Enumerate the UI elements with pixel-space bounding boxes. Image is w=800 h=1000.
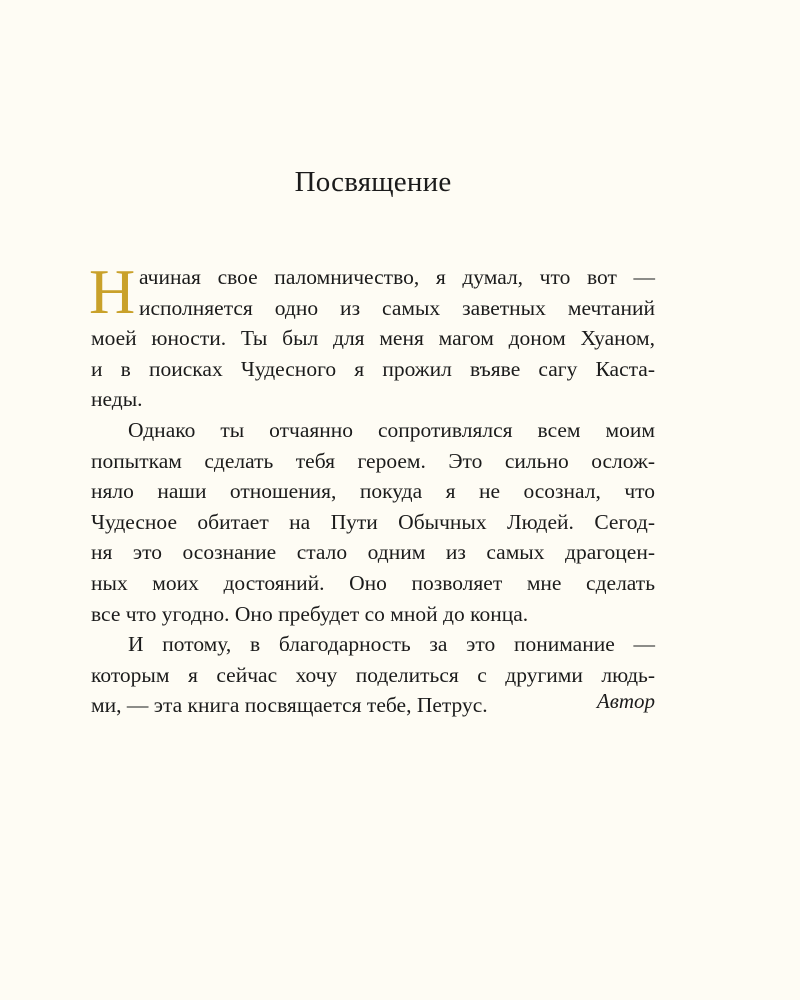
author-signature: Автор xyxy=(596,689,655,713)
drop-cap-letter: Н xyxy=(89,256,136,327)
text-line: ня это осознание стало одним из самых драгоцен- xyxy=(91,540,655,565)
text-line: ных моих достояний. Оно позволяет мне сделать xyxy=(91,570,655,595)
text-line: ми, — эта книга посвящается тебе, Петрус. xyxy=(91,693,488,718)
page-title: Посвящение xyxy=(294,166,452,198)
text-line: которым я сейчас хочу поделиться с другими людь- xyxy=(91,662,655,687)
text-line: Однако ты отчаянно сопротивлялся всем моим xyxy=(128,417,655,442)
text-line: неды. xyxy=(91,387,143,412)
text-line: Чудесное обитает на Пути Обычных Людей. Сегод- xyxy=(91,509,655,534)
text-line: исполняется одно из самых заветных мечтаний xyxy=(139,295,655,320)
text-line: все что угодно. Оно пребудет со мной до конца. xyxy=(91,601,529,626)
text-line: и в поисках Чудесного я прожил въяве сагу Каста- xyxy=(91,356,655,381)
text-line: няло наши отношения, покуда я не осознал, что xyxy=(91,479,655,504)
text-line: моей юности. Ты был для меня магом доном Хуаном, xyxy=(91,326,655,351)
text-line: ачиная свое паломничество, я думал, что вот — xyxy=(139,265,655,289)
first-paragraph-opening xyxy=(89,256,655,327)
dedication-text xyxy=(89,256,655,721)
text-line: попыткам сделать тебя героем. Это сильно ослож- xyxy=(91,448,655,473)
text-line: И потому, в благодарность за это понимание — xyxy=(128,632,655,657)
